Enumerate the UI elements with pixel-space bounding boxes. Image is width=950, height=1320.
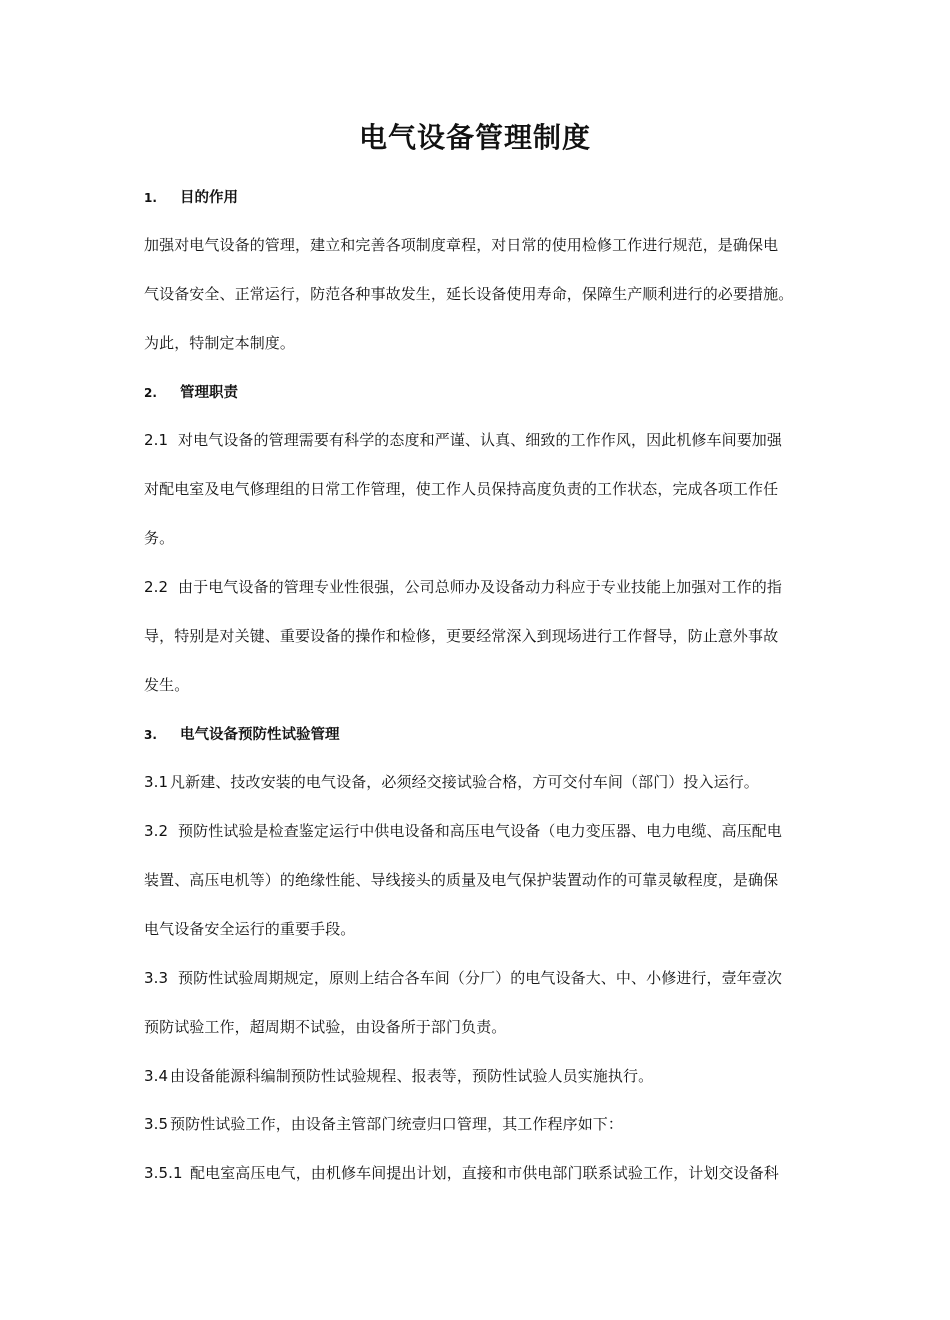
section-number: 3.	[144, 728, 157, 742]
clause-text: 由设备能源科编制预防性试验规程、报表等，预防性试验人员实施执行。	[170, 1067, 654, 1085]
clause-text: 预防性试验周期规定，原则上结合各车间（分厂）的电气设备大、中、小修进行，壹年壹次	[178, 969, 783, 987]
section-heading-2	[144, 381, 238, 402]
paragraph-line: 预防试验工作，超周期不试验，由设备所于部门负责。	[144, 1018, 507, 1036]
clause-text: 预防性试验工作，由设备主管部门统壹归口管理，其工作程序如下：	[170, 1115, 624, 1133]
paragraph-line: 导，特别是对关键、重要设备的操作和检修，更要经常深入到现场进行工作督导，防止意外事故	[144, 627, 779, 645]
section-title: 目的作用	[180, 190, 238, 206]
section-number: 1.	[144, 191, 157, 205]
section-heading-1	[144, 186, 238, 207]
clause-text: 配电室高压电气，由机修车间提出计划，直接和市供电部门联系试验工作，计划交设备科	[190, 1164, 779, 1182]
paragraph-line	[144, 429, 782, 450]
paragraph-line	[144, 967, 782, 988]
section-number: 2.	[144, 386, 157, 400]
clause-number: 2.1	[144, 431, 169, 449]
section-title: 电气设备预防性试验管理	[180, 727, 340, 743]
paragraph-line	[144, 1162, 779, 1183]
paragraph-line	[144, 1113, 623, 1134]
paragraph-line	[144, 771, 759, 792]
clause-text: 对电气设备的管理需要有科学的态度和严谨、认真、细致的工作作风，因此机修车间要加强	[178, 431, 783, 449]
paragraph-line: 对配电室及电气修理组的日常工作管理，使工作人员保持高度负责的工作状态，完成各项工作任	[144, 480, 779, 498]
document-title: 电气设备管理制度	[358, 121, 591, 154]
clause-number: 3.4	[144, 1067, 169, 1085]
paragraph-line: 务。	[144, 529, 175, 547]
clause-number: 3.5	[144, 1115, 169, 1133]
paragraph-line	[144, 1065, 653, 1086]
paragraph-line: 装置、高压电机等）的绝缘性能、导线接头的质量及电气保护装置动作的可靠灵敏程度，是确保	[144, 871, 779, 889]
paragraph-line: 电气设备安全运行的重要手段。	[144, 920, 356, 938]
clause-text: 由于电气设备的管理专业性很强，公司总师办及设备动力科应于专业技能上加强对工作的指	[178, 578, 783, 596]
paragraph-line	[144, 576, 782, 597]
paragraph-line	[144, 820, 782, 841]
paragraph-line: 为此，特制定本制度。	[144, 334, 296, 352]
section-title: 管理职责	[180, 385, 238, 401]
clause-text: 预防性试验是检查鉴定运行中供电设备和高压电气设备（电力变压器、电力电缆、高压配电	[178, 822, 783, 840]
section-heading-3	[144, 723, 340, 744]
clause-number: 3.2	[144, 822, 169, 840]
paragraph-line: 发生。	[144, 676, 190, 694]
clause-number: 3.5.1	[144, 1164, 183, 1182]
clause-number: 2.2	[144, 578, 169, 596]
clause-text: 凡新建、技改安装的电气设备，必须经交接试验合格，方可交付车间（部门）投入运行。	[170, 773, 759, 791]
clause-number: 3.3	[144, 969, 169, 987]
paragraph-line: 加强对电气设备的管理，建立和完善各项制度章程，对日常的使用检修工作进行规范，是确保电	[144, 236, 779, 254]
paragraph-line: 气设备安全、正常运行，防范各种事故发生，延长设备使用寿命，保障生产顺利进行的必要措施。	[144, 285, 794, 303]
clause-number: 3.1	[144, 773, 169, 791]
